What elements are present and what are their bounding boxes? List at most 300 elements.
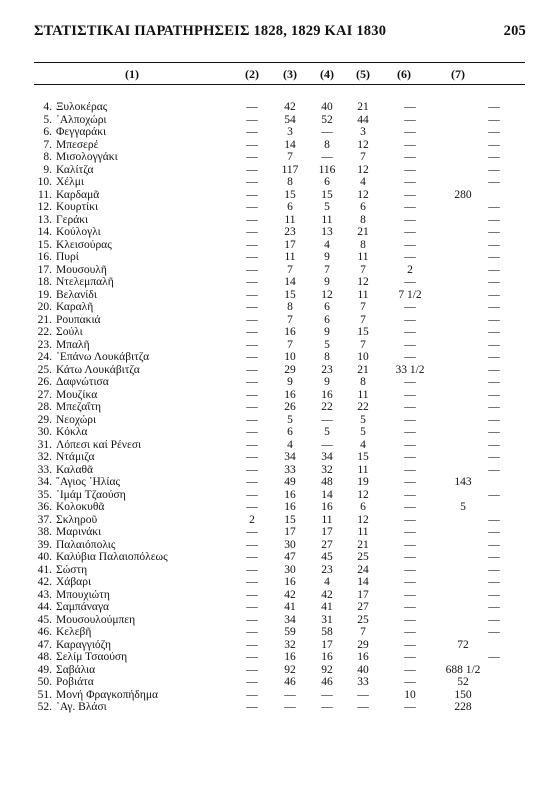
place-name: ῞Αγιος ᾿Ηλίας: [56, 476, 121, 488]
cell-col-7-dash: —: [488, 626, 500, 638]
cell-col-2: —: [246, 201, 258, 213]
place-name: Κάτω Λουκάβιτζα: [56, 363, 140, 376]
cell-col-3: 29: [284, 363, 296, 376]
cell-col-3: 15: [284, 288, 296, 301]
cell-col-5: 21: [357, 363, 369, 376]
place-name: Σαμπάναγα: [56, 601, 110, 613]
cell-col-7-dash: —: [488, 163, 500, 176]
table-row: [0, 576, 550, 589]
cell-col-3: 34: [284, 451, 296, 463]
cell-col-2: —: [246, 426, 258, 438]
table-row: [0, 514, 550, 527]
cell-col-6: —: [404, 238, 416, 251]
table-row: [0, 526, 550, 539]
cell-col-7: 150: [454, 688, 472, 701]
cell-col-6: —: [404, 113, 416, 126]
table-row: [0, 651, 550, 664]
cell-col-2: —: [246, 288, 258, 301]
place-name: ᾿Αλποχώρι: [56, 113, 107, 126]
cell-col-4: 14: [321, 488, 333, 501]
cell-col-2: —: [246, 313, 258, 326]
row-number: 10.: [37, 176, 52, 188]
cell-col-7-dash: —: [488, 213, 500, 226]
cell-col-5: 44: [357, 113, 369, 126]
cell-col-2: —: [246, 188, 258, 201]
cell-col-3: 92: [284, 663, 296, 676]
cell-col-4: 9: [324, 376, 330, 388]
place-name: Μονή Φραγκοπήδημα: [56, 688, 159, 701]
cell-col-6: —: [404, 188, 416, 201]
column-header-5: (5): [356, 67, 370, 81]
place-name: Ξυλοκέρας: [56, 101, 108, 113]
cell-col-6: —: [404, 326, 416, 338]
cell-col-3: 17: [284, 526, 296, 538]
cell-col-4: 48: [321, 476, 333, 488]
cell-col-2: —: [246, 113, 258, 126]
cell-col-6: —: [404, 388, 416, 401]
cell-col-6: —: [404, 526, 416, 538]
row-number: 25.: [37, 363, 52, 376]
cell-col-7-dash: —: [488, 176, 500, 188]
table-row: [0, 276, 550, 289]
cell-col-2: —: [246, 351, 258, 363]
row-number: 39.: [37, 538, 52, 551]
cell-col-4: 9: [324, 276, 330, 288]
cell-col-5: 12: [357, 138, 369, 151]
table-row: [0, 489, 550, 502]
cell-col-2: —: [246, 451, 258, 463]
column-header-3: (3): [283, 67, 297, 81]
cell-col-4: 4: [324, 238, 330, 251]
cell-col-5: 33: [357, 676, 369, 688]
cell-col-4: —: [321, 151, 333, 163]
cell-col-3: 15: [284, 513, 296, 526]
cell-col-5: 7: [360, 151, 366, 163]
place-name: Ρουπακιά: [56, 313, 101, 326]
cell-col-7-dash: —: [488, 513, 500, 526]
table-row: [0, 589, 550, 602]
cell-col-7: 5: [460, 501, 466, 513]
row-number: 34.: [37, 476, 52, 488]
cell-col-5: 7: [360, 301, 366, 313]
cell-col-3: 7: [287, 313, 293, 326]
cell-col-4: 13: [321, 226, 333, 238]
place-name: Μπεσερέ: [56, 138, 99, 151]
cell-col-4: 15: [321, 188, 333, 201]
cell-col-3: —: [284, 688, 296, 701]
place-name: Χάβαρι: [56, 576, 92, 588]
cell-col-5: 21: [357, 538, 369, 551]
cell-col-2: —: [246, 388, 258, 401]
cell-col-2: —: [246, 701, 258, 713]
cell-col-6: —: [404, 338, 416, 351]
row-number: 31.: [37, 438, 52, 451]
place-name: Κούλογλι: [56, 226, 101, 238]
cell-col-2: —: [246, 326, 258, 338]
cell-col-5: 15: [357, 451, 369, 463]
cell-col-3: 26: [284, 401, 296, 413]
row-number: 9.: [43, 163, 52, 176]
table-row: [0, 201, 550, 214]
cell-col-7: 688 1/2: [445, 663, 481, 676]
cell-col-5: 16: [357, 651, 369, 663]
cell-col-2: —: [246, 563, 258, 576]
cell-col-7-dash: —: [488, 413, 500, 426]
cell-col-4: 9: [324, 251, 330, 263]
cell-col-2: —: [246, 301, 258, 313]
cell-col-7-dash: —: [488, 588, 500, 601]
table-row: [0, 539, 550, 552]
cell-col-2: —: [246, 163, 258, 176]
cell-col-2: —: [246, 638, 258, 651]
cell-col-6: —: [404, 588, 416, 601]
cell-col-3: 47: [284, 551, 296, 563]
cell-col-2: —: [246, 101, 258, 113]
cell-col-5: 24: [357, 563, 369, 576]
cell-col-7-dash: —: [488, 538, 500, 551]
row-number: 51.: [37, 688, 52, 701]
cell-col-4: 22: [321, 401, 333, 413]
place-name: Μπαλῆ: [56, 338, 90, 351]
cell-col-7-dash: —: [488, 126, 500, 138]
table-row: [0, 326, 550, 339]
cell-col-6: —: [404, 251, 416, 263]
table-row: [0, 676, 550, 689]
page-number: 205: [503, 23, 526, 39]
cell-col-2: —: [246, 363, 258, 376]
cell-col-3: 9: [287, 376, 293, 388]
table-row: [0, 239, 550, 252]
cell-col-4: 16: [321, 388, 333, 401]
row-number: 32.: [37, 451, 52, 463]
table-row: [0, 351, 550, 364]
cell-col-3: 5: [287, 413, 293, 426]
cell-col-5: 29: [357, 638, 369, 651]
cell-col-3: 6: [287, 201, 293, 213]
place-name: Μπουχιώτη: [56, 588, 110, 601]
cell-col-4: 5: [324, 426, 330, 438]
cell-col-4: 12: [321, 288, 333, 301]
cell-col-2: —: [246, 276, 258, 288]
cell-col-5: 12: [357, 276, 369, 288]
cell-col-7-dash: —: [488, 238, 500, 251]
cell-col-6: —: [404, 451, 416, 463]
cell-col-7-dash: —: [488, 138, 500, 151]
cell-col-3: 49: [284, 476, 296, 488]
row-number: 14.: [37, 226, 52, 238]
cell-col-5: 21: [357, 226, 369, 238]
table-row: [0, 501, 550, 514]
cell-col-6: —: [404, 488, 416, 501]
cell-col-2: —: [246, 551, 258, 563]
cell-col-4: 17: [321, 526, 333, 538]
table-row: [0, 364, 550, 377]
cell-col-5: 8: [360, 213, 366, 226]
cell-col-3: 33: [284, 463, 296, 476]
place-name: Μουσουλούμπεη: [56, 613, 136, 626]
place-name: Γεράκι: [56, 213, 89, 226]
cell-col-2: —: [246, 251, 258, 263]
cell-col-4: 8: [324, 351, 330, 363]
cell-col-7-dash: —: [488, 251, 500, 263]
table-row: [0, 151, 550, 164]
column-header-6: (6): [397, 67, 411, 81]
cell-col-6: —: [404, 426, 416, 438]
cell-col-2: —: [246, 151, 258, 163]
table-row: [0, 139, 550, 152]
cell-col-3: 7: [287, 338, 293, 351]
cell-col-4: 116: [318, 163, 336, 176]
table-row: [0, 339, 550, 352]
place-name: Πυρί: [56, 251, 79, 263]
cell-col-5: 11: [357, 526, 369, 538]
cell-col-5: 19: [357, 476, 369, 488]
cell-col-2: —: [246, 538, 258, 551]
cell-col-6: —: [404, 513, 416, 526]
cell-col-6: —: [404, 601, 416, 613]
row-number: 8.: [43, 151, 52, 163]
cell-col-7: 72: [457, 638, 469, 651]
cell-col-6: —: [404, 701, 416, 713]
table-row: [0, 314, 550, 327]
cell-col-4: —: [321, 701, 333, 713]
cell-col-5: 21: [357, 101, 369, 113]
cell-col-2: —: [246, 501, 258, 513]
cell-col-7-dash: —: [488, 613, 500, 626]
row-number: 37.: [37, 513, 52, 526]
cell-col-7-dash: —: [488, 201, 500, 213]
table-row: [0, 689, 550, 702]
cell-col-3: 11: [284, 251, 296, 263]
cell-col-3: 42: [284, 101, 296, 113]
column-header-7: (7): [451, 67, 465, 81]
cell-col-7-dash: —: [488, 363, 500, 376]
cell-col-4: 27: [321, 538, 333, 551]
cell-col-3: 15: [284, 188, 296, 201]
cell-col-7-dash: —: [488, 101, 500, 113]
row-number: 12.: [37, 201, 52, 213]
place-name: Μισολογγάκι: [56, 151, 118, 163]
cell-col-3: 3: [287, 126, 293, 138]
place-name: Καλύβια Παλαιοπόλεως: [56, 551, 168, 563]
cell-col-5: 7: [360, 338, 366, 351]
cell-col-4: 8: [324, 138, 330, 151]
row-number: 23.: [37, 338, 52, 351]
row-number: 43.: [37, 588, 52, 601]
row-number: 47.: [37, 638, 52, 651]
cell-col-5: 3: [360, 126, 366, 138]
cell-col-2: —: [246, 413, 258, 426]
table-row: [0, 289, 550, 302]
row-number: 33.: [37, 463, 52, 476]
cell-col-5: 15: [357, 326, 369, 338]
table-row: [0, 101, 550, 114]
cell-col-7-dash: —: [488, 113, 500, 126]
cell-col-7-dash: —: [488, 563, 500, 576]
cell-col-6: —: [404, 501, 416, 513]
cell-col-2: —: [246, 651, 258, 663]
cell-col-4: —: [321, 438, 333, 451]
cell-col-2: —: [246, 376, 258, 388]
cell-col-2: —: [246, 213, 258, 226]
row-number: 27.: [37, 388, 52, 401]
cell-col-5: 25: [357, 613, 369, 626]
table-row: [0, 251, 550, 264]
cell-col-6: —: [404, 663, 416, 676]
table-row: [0, 451, 550, 464]
place-name: Φεγγαράκι: [56, 126, 107, 138]
table-row: [0, 551, 550, 564]
cell-col-6: —: [404, 463, 416, 476]
table-row: [0, 264, 550, 277]
cell-col-5: 5: [360, 426, 366, 438]
cell-col-6: —: [404, 101, 416, 113]
cell-col-2: —: [246, 601, 258, 613]
table-row: [0, 376, 550, 389]
cell-col-3: 30: [284, 563, 296, 576]
cell-col-2: —: [246, 138, 258, 151]
table-row: [0, 301, 550, 314]
cell-col-6: —: [404, 551, 416, 563]
cell-col-3: 16: [284, 388, 296, 401]
place-name: Μουσουλῆ: [56, 263, 107, 276]
cell-col-3: 10: [284, 351, 296, 363]
place-name: Ντελεμπαλῆ: [56, 276, 114, 288]
cell-col-7-dash: —: [488, 426, 500, 438]
cell-col-2: —: [246, 626, 258, 638]
cell-col-6: —: [404, 138, 416, 151]
table-top-rule: [34, 62, 525, 63]
cell-col-7-dash: —: [488, 401, 500, 413]
cell-col-6: —: [404, 151, 416, 163]
row-number: 41.: [37, 563, 52, 576]
table-row: [0, 214, 550, 227]
cell-col-6: —: [404, 538, 416, 551]
row-number: 36.: [37, 501, 52, 513]
cell-col-3: 34: [284, 613, 296, 626]
table-row: [0, 126, 550, 139]
cell-col-4: 7: [324, 263, 330, 276]
place-name: ᾿Ιμάμ Τζαούση: [56, 488, 126, 501]
row-number: 40.: [37, 551, 52, 563]
cell-col-2: —: [246, 226, 258, 238]
cell-col-5: 25: [357, 551, 369, 563]
cell-col-4: 6: [324, 313, 330, 326]
cell-col-5: 4: [360, 176, 366, 188]
cell-col-5: 7: [360, 263, 366, 276]
cell-col-6: —: [404, 676, 416, 688]
place-name: Σελίμ Τσαούση: [56, 651, 128, 663]
table-row: [0, 176, 550, 189]
cell-col-6: —: [404, 613, 416, 626]
row-number: 30.: [37, 426, 52, 438]
cell-col-4: 16: [321, 501, 333, 513]
table-row: [0, 464, 550, 477]
cell-col-7: 280: [454, 188, 472, 201]
cell-col-2: —: [246, 401, 258, 413]
cell-col-5: 7: [360, 626, 366, 638]
cell-col-3: 16: [284, 576, 296, 588]
cell-col-7-dash: —: [488, 601, 500, 613]
cell-col-3: 8: [287, 301, 293, 313]
cell-col-5: 22: [357, 401, 369, 413]
cell-col-7: 143: [454, 476, 472, 488]
cell-col-7-dash: —: [488, 151, 500, 163]
cell-col-6: —: [404, 626, 416, 638]
cell-col-5: 27: [357, 601, 369, 613]
cell-col-3: 16: [284, 326, 296, 338]
cell-col-6: —: [404, 563, 416, 576]
cell-col-6: —: [404, 376, 416, 388]
place-name: Παλαιόπολις: [56, 538, 116, 551]
cell-col-4: 17: [321, 638, 333, 651]
place-name: Σαβάλια: [56, 663, 96, 676]
cell-col-2: —: [246, 238, 258, 251]
cell-col-7-dash: —: [488, 288, 500, 301]
table-row: [0, 614, 550, 627]
table-row: [0, 701, 550, 714]
table-row: [0, 426, 550, 439]
cell-col-4: 5: [324, 201, 330, 213]
cell-col-5: 6: [360, 501, 366, 513]
cell-col-2: —: [246, 438, 258, 451]
cell-col-7-dash: —: [488, 338, 500, 351]
cell-col-4: 6: [324, 301, 330, 313]
cell-col-4: 45: [321, 551, 333, 563]
cell-col-7-dash: —: [488, 463, 500, 476]
row-number: 26.: [37, 376, 52, 388]
place-name: Ντάμιζα: [56, 451, 95, 463]
place-name: Δαφνώτισα: [56, 376, 109, 388]
cell-col-6: 10: [404, 688, 416, 701]
cell-col-5: 12: [357, 163, 369, 176]
cell-col-4: 31: [321, 613, 333, 626]
cell-col-2: —: [246, 488, 258, 501]
cell-col-3: 14: [284, 276, 296, 288]
cell-col-3: —: [284, 701, 296, 713]
cell-col-3: 16: [284, 501, 296, 513]
cell-col-4: 5: [324, 338, 330, 351]
place-name: ᾿Αγ. Βλάσι: [56, 701, 107, 713]
place-name: Μαρινάκι: [56, 526, 102, 538]
cell-col-6: —: [404, 476, 416, 488]
cell-col-2: —: [246, 176, 258, 188]
cell-col-5: 11: [357, 288, 369, 301]
row-number: 11.: [38, 188, 52, 201]
cell-col-4: 40: [321, 101, 333, 113]
cell-col-7: 228: [454, 701, 472, 713]
place-name: Καλαθᾶ: [56, 463, 94, 476]
place-name: Χέλμι: [56, 176, 84, 188]
table-row: [0, 439, 550, 452]
table-header-rule: [34, 84, 525, 85]
table-row: [0, 114, 550, 127]
place-name: Κολοκυθᾶ: [56, 501, 105, 513]
cell-col-6: —: [404, 638, 416, 651]
row-number: 6.: [43, 126, 52, 138]
place-name: Κόκλα: [56, 426, 88, 438]
cell-col-4: —: [321, 126, 333, 138]
row-number: 20.: [37, 301, 52, 313]
cell-col-5: —: [357, 688, 369, 701]
cell-col-6: —: [404, 576, 416, 588]
cell-col-7-dash: —: [488, 551, 500, 563]
table-row: [0, 389, 550, 402]
table-row: [0, 639, 550, 652]
cell-col-6: 7 1/2: [398, 288, 422, 301]
cell-col-3: 42: [284, 588, 296, 601]
place-name: Σούλι: [56, 326, 83, 338]
